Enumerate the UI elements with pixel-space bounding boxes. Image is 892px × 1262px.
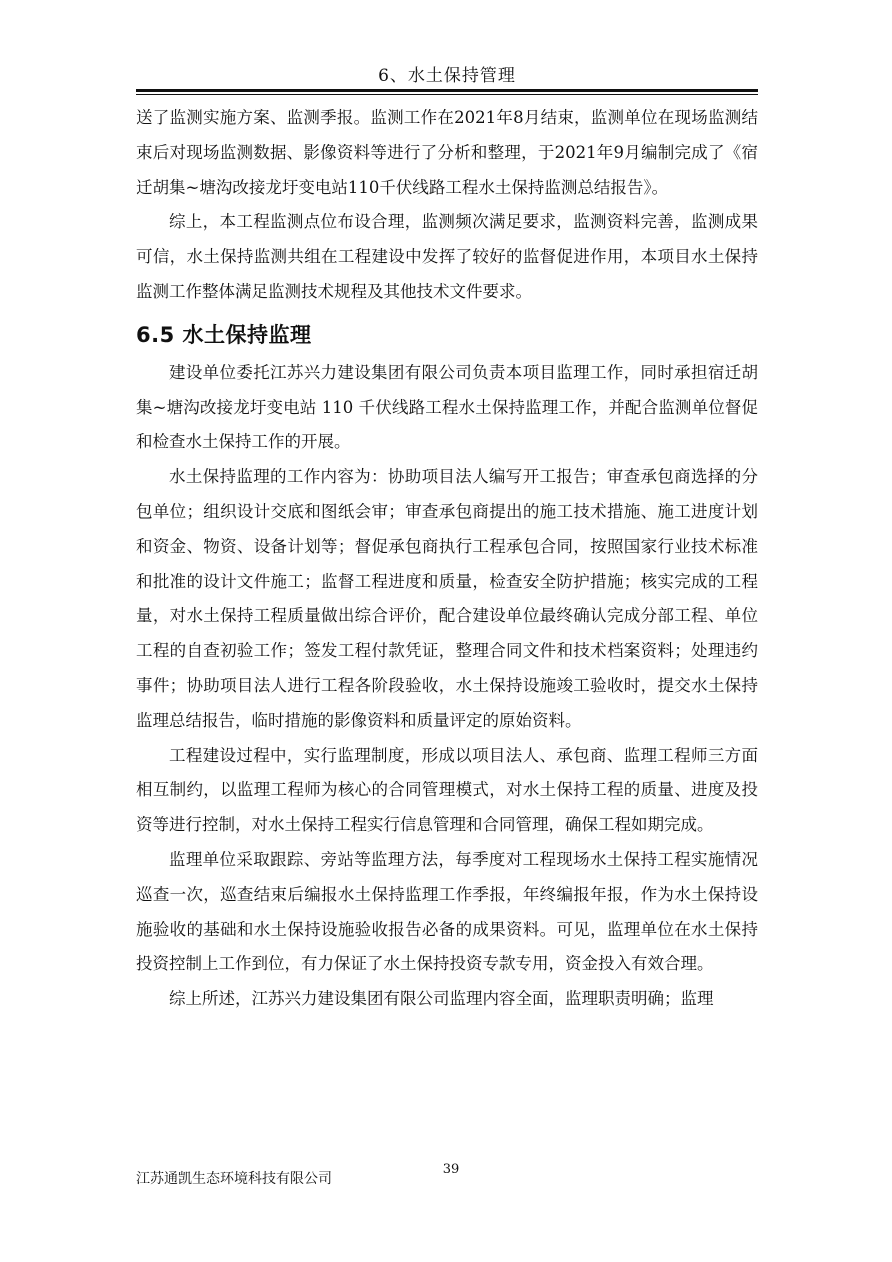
paragraph-continued: 送了监测实施方案、监测季报。监测工作在2021年8月结束，监测单位在现场监测结束后对现场监测数据、影像资料等进行了分析和整理，于2021年9月编制完成了《宿迁胡集~塘沟改接龙圩变电站110千伏线路工程水土保持监测总结报告》。 — [136, 108, 758, 197]
header-rule-thin — [136, 94, 758, 95]
header-rule-thick — [136, 89, 758, 92]
paragraph-supervision-methods: 监理单位采取跟踪、旁站等监理方法，每季度对工程现场水土保持工程实施情况巡查一次，巡查结束后编报水土保持监理工作季报，年终编报年报，作为水土保持设施验收的基础和水土保持设施验收报告必备的成果资料。可见，监理单位在水土保持投资控制上工作到位，有力保证了水土保持投资专款专用，资金投入有效合理。 — [136, 849, 758, 974]
running-header-title: 6、水土保持管理 — [378, 66, 516, 86]
paragraph-conclusion: 综上所述，江苏兴力建设集团有限公司监理内容全面，监理职责明确；监理 — [169, 989, 714, 1009]
body-text — [136, 101, 758, 1017]
paragraph-supervision-system: 工程建设过程中，实行监理制度，形成以项目法人、承包商、监理工程师三方面相互制约，以监理工程师为核心的合同管理模式，对水土保持工程的质量、进度及投资等进行控制，对水土保持工程实行信息管理和合同管理，确保工程如期完成。 — [136, 745, 758, 835]
paragraph-summary-monitoring: 综上，本工程监测点位布设合理，监测频次满足要求，监测资料完善，监测成果可信，水土保持监测共组在工程建设中发挥了较好的监督促进作用，本项目水土保持监测工作整体满足监测技术规程及其他技术文件要求。 — [136, 212, 758, 301]
paragraph-supervision-entrust: 建设单位委托江苏兴力建设集团有限公司负责本项目监理工作，同时承担宿迁胡集~塘沟改接龙圩变电站 110 千伏线路工程水土保持监理工作，并配合监测单位督促和检查水土保持工作的开展。 — [136, 362, 758, 452]
paragraph-supervision-duties: 水土保持监理的工作内容为：协助项目法人编写开工报告；审查承包商选择的分包单位；组织设计交底和图纸会审；审查承包商提出的施工技术措施、施工进度计划和资金、物资、设备计划等；督促承包商执行工程承包合同，按照国家行业技术标准和批准的设计文件施工；监督工程进度和质量，检查安全防护措施；核实完成的工程量，对水土保持工程质量做出综合评价，配合建设单位最终确认完成分部工程、单位工程的自查初验工作；签发工程付款凭证，整理合同文件和技术档案资料；处理违约事件；协助项目法人进行工程各阶段验收，水土保持设施竣工验收时，提交水土保持监理总结报告，临时措施的影像资料和质量评定的原始资料。 — [136, 467, 758, 730]
section-heading: 6.5 水土保持监理 — [136, 322, 312, 347]
footer-company-name: 江苏通凯生态环境科技有限公司 — [136, 1171, 332, 1187]
page-number: 39 — [442, 1162, 460, 1177]
